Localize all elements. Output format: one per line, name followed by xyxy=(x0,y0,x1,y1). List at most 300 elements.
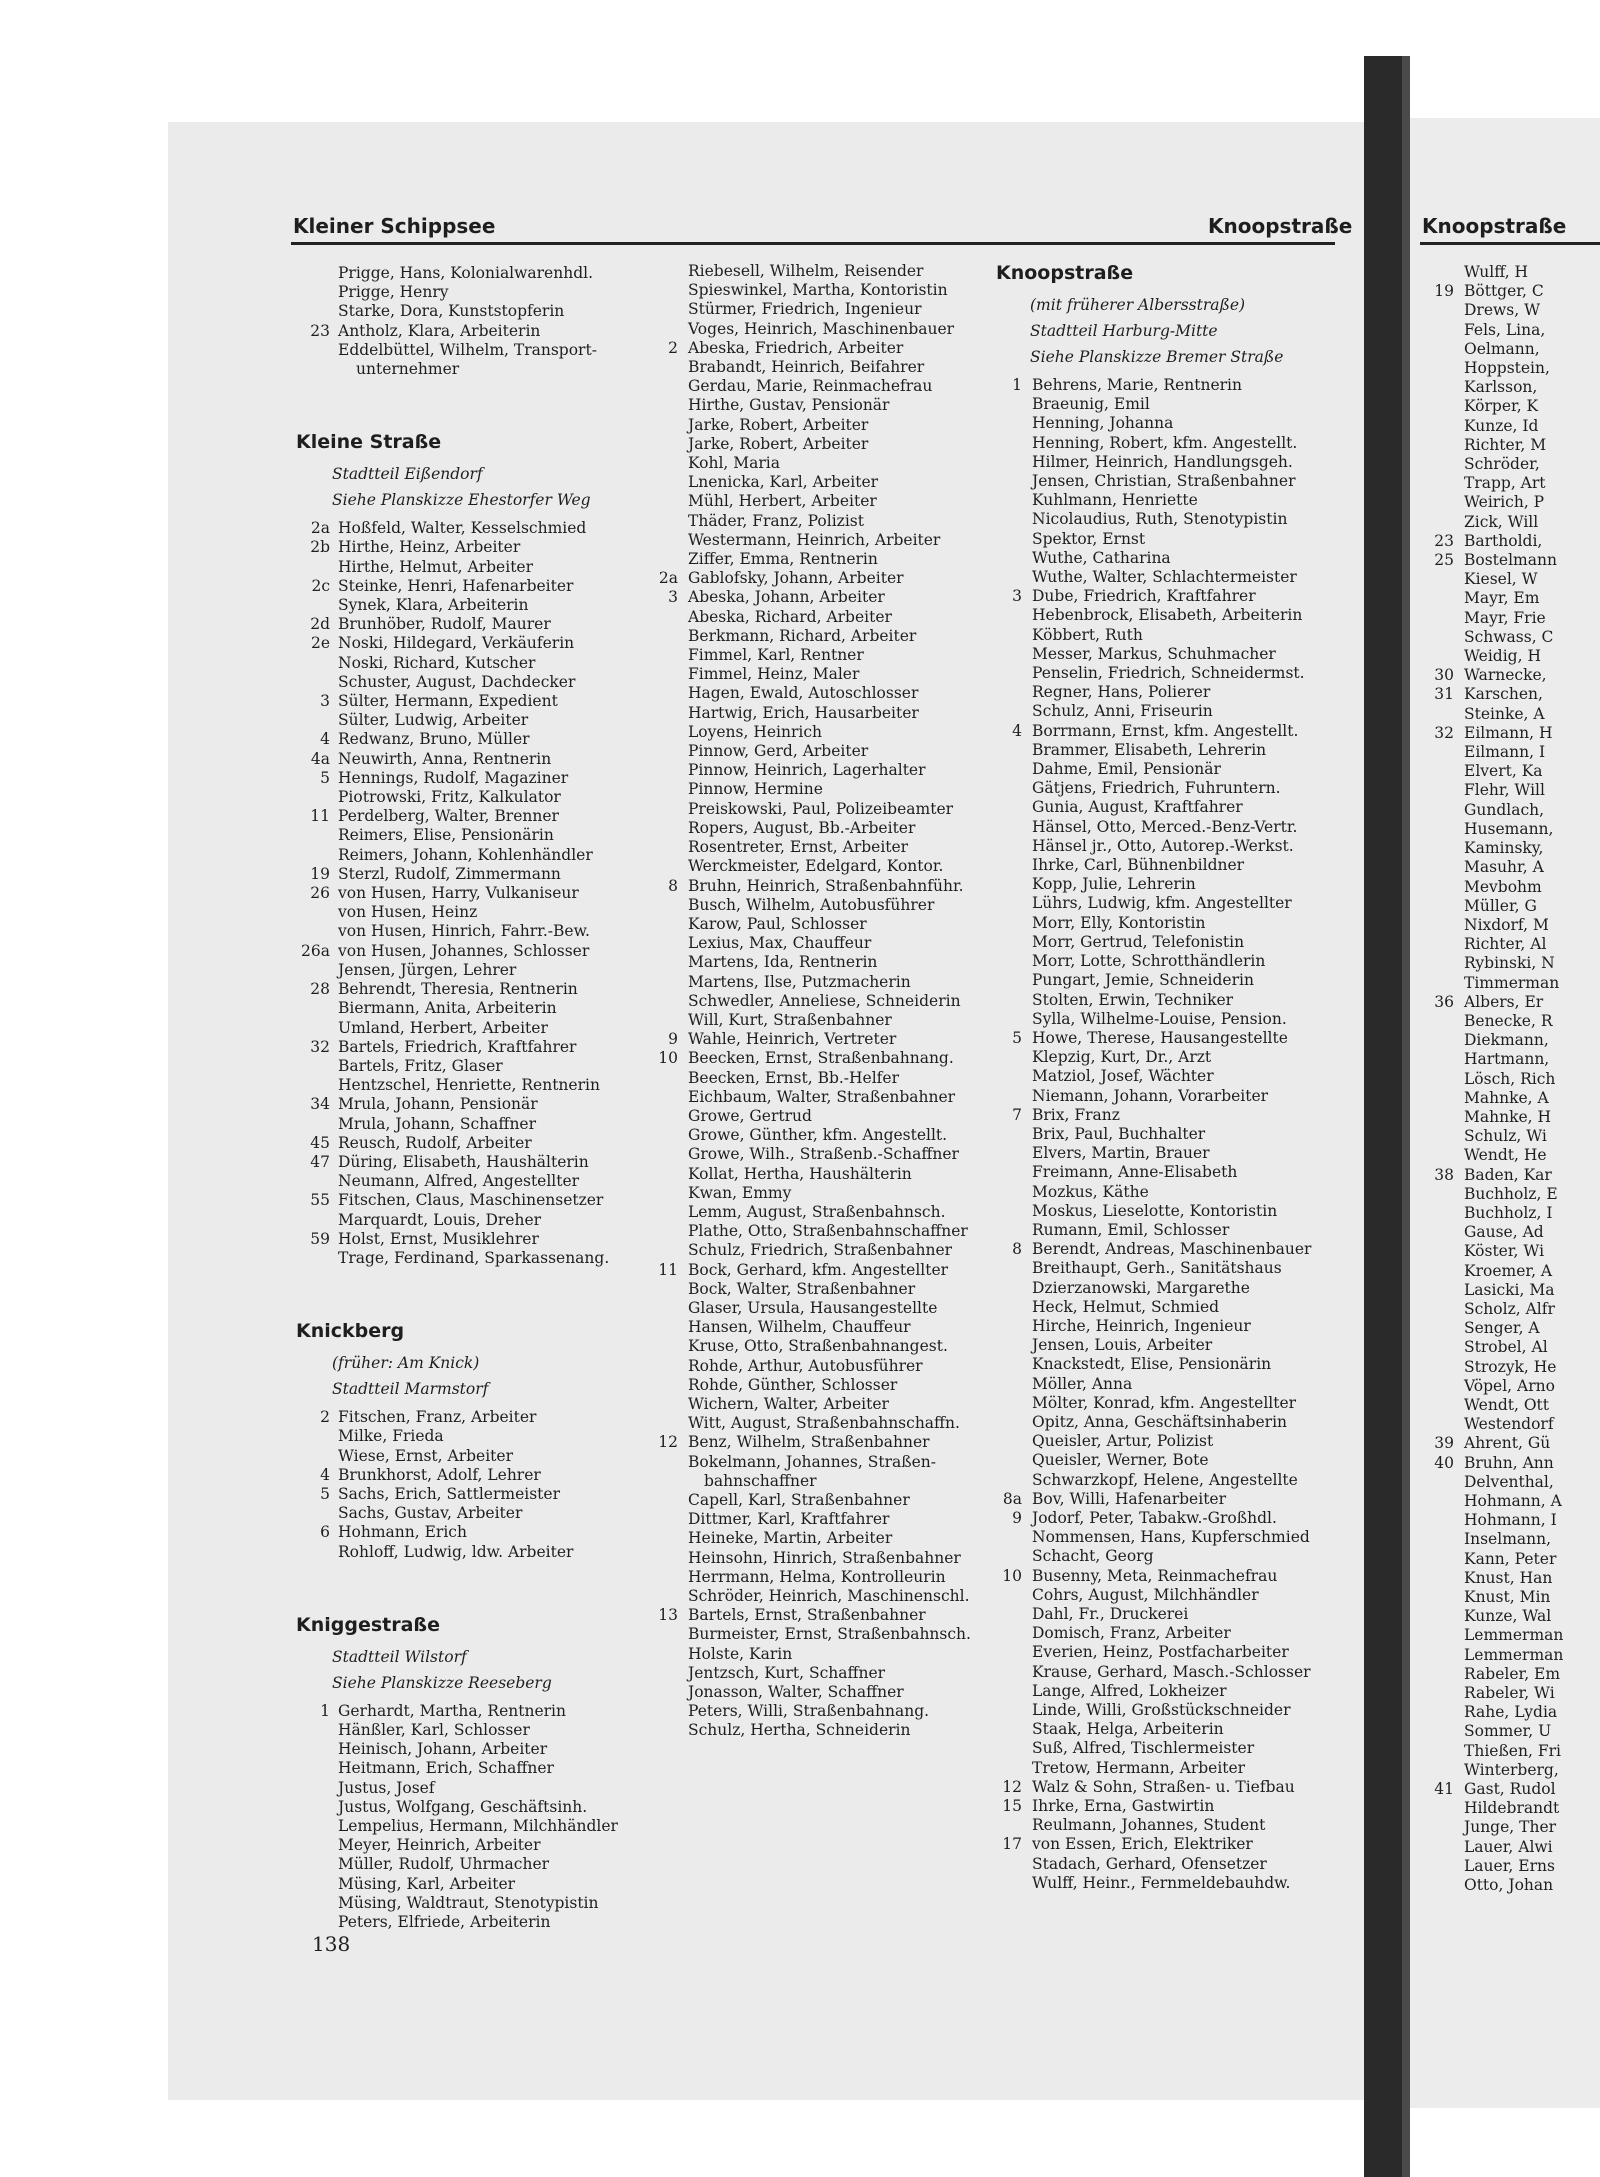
resident-entry xyxy=(996,1144,1351,1163)
resident-text: Elvert, Ka xyxy=(1464,762,1543,781)
street-subtitle: Stadtteil Eißendorf xyxy=(332,465,483,484)
resident-entry xyxy=(1428,1492,1600,1511)
resident-text: Müsing, Waldtraut, Stenotypistin xyxy=(338,1893,599,1912)
resident-text: Werckmeister, Edelgard, Kontor. xyxy=(688,857,944,876)
resident-text: Schulz, Wi xyxy=(1464,1127,1547,1146)
resident-entry xyxy=(1428,974,1600,993)
resident-entry xyxy=(296,673,676,692)
resident-entry xyxy=(652,1165,997,1184)
resident-entry xyxy=(996,1355,1351,1374)
resident-entry xyxy=(652,1280,997,1299)
resident-entry xyxy=(296,903,676,922)
resident-text: Weidig, H xyxy=(1464,647,1541,666)
resident-text: Ihrke, Erna, Gastwirtin xyxy=(1032,1797,1215,1816)
resident-text: Jarke, Robert, Arbeiter xyxy=(688,415,869,434)
resident-entry xyxy=(652,1299,997,1318)
resident-text: Rohde, Günther, Schlosser xyxy=(688,1375,898,1394)
resident-entry xyxy=(296,1894,676,1913)
resident-entry xyxy=(996,1106,1351,1125)
resident-entry xyxy=(296,1543,676,1562)
resident-entry xyxy=(652,1606,997,1625)
resident-entry xyxy=(296,1038,676,1057)
resident-entry xyxy=(996,1605,1351,1624)
resident-entry xyxy=(296,826,676,845)
resident-text: Queisler, Artur, Polizist xyxy=(1032,1432,1214,1451)
resident-entry xyxy=(652,512,997,531)
resident-text: von Husen, Harry, Vulkaniseur xyxy=(338,884,579,903)
resident-text: Ropers, August, Bb.-Arbeiter xyxy=(688,818,916,837)
house-number: 31 xyxy=(1434,685,1454,704)
resident-text: bahnschaffner xyxy=(704,1471,817,1490)
resident-text: Hirthe, Helmut, Arbeiter xyxy=(338,557,533,576)
resident-entry xyxy=(1428,551,1600,570)
resident-text: Schwarzkopf, Helene, Angestellte xyxy=(1032,1470,1298,1489)
resident-text: Brix, Paul, Buchhalter xyxy=(1032,1124,1206,1143)
resident-text: Justus, Josef xyxy=(338,1778,435,1797)
resident-entry xyxy=(1428,1588,1600,1607)
house-number: 12 xyxy=(1002,1777,1022,1796)
resident-entry xyxy=(1428,647,1600,666)
resident-entry xyxy=(996,1279,1351,1298)
resident-entry xyxy=(1428,705,1600,724)
resident-entry xyxy=(652,1184,997,1203)
resident-text: Bov, Willi, Hafenarbeiter xyxy=(1032,1489,1226,1508)
resident-text: Piotrowski, Fritz, Kalkulator xyxy=(338,788,561,807)
resident-text: Kopp, Julie, Lehrerin xyxy=(1032,875,1196,894)
resident-text: Pinnow, Gerd, Arbeiter xyxy=(688,742,869,761)
house-number: 4a xyxy=(310,749,330,768)
resident-entry xyxy=(296,1172,676,1191)
resident-entry xyxy=(996,1298,1351,1317)
resident-text: Lemmerman xyxy=(1464,1645,1564,1664)
house-number: 19 xyxy=(1434,282,1454,301)
resident-entry xyxy=(996,722,1351,741)
resident-entry xyxy=(652,1126,997,1145)
street-subtitle: Stadtteil Harburg-Mitte xyxy=(1030,322,1218,340)
resident-text: Kohl, Maria xyxy=(688,454,781,473)
resident-entry xyxy=(652,531,997,550)
resident-entry xyxy=(1428,858,1600,877)
resident-entry xyxy=(652,857,997,876)
resident-text: Sülter, Ludwig, Arbeiter xyxy=(338,711,529,730)
resident-text: Behrens, Marie, Rentnerin xyxy=(1032,376,1242,394)
resident-text: Schacht, Georg xyxy=(1032,1547,1154,1566)
resident-entry xyxy=(652,1011,997,1030)
resident-text: Penselin, Friedrich, Schneidermst. xyxy=(1032,664,1305,683)
resident-text: Inselmann, xyxy=(1464,1530,1552,1549)
resident-entry xyxy=(1428,724,1600,743)
resident-entry xyxy=(652,1088,997,1107)
resident-text: Nommensen, Hans, Kupferschmied xyxy=(1032,1528,1310,1547)
resident-text: Jarke, Robert, Arbeiter xyxy=(688,434,869,453)
resident-entry xyxy=(296,961,676,980)
resident-entry xyxy=(652,416,997,435)
resident-text: Kruse, Otto, Straßenbahnangest. xyxy=(688,1337,948,1356)
resident-entry xyxy=(296,788,676,807)
resident-text: Lempelius, Hermann, Milchhändler xyxy=(338,1816,618,1835)
resident-text: Sommer, U xyxy=(1464,1722,1552,1741)
resident-text: Eilmann, I xyxy=(1464,743,1546,762)
resident-text: Heck, Helmut, Schmied xyxy=(1032,1297,1220,1316)
resident-text: Mahnke, H xyxy=(1464,1107,1552,1126)
house-number: 7 xyxy=(1012,1105,1022,1124)
resident-text: Winterberg, xyxy=(1464,1760,1559,1779)
resident-text: Suß, Alfred, Tischlermeister xyxy=(1032,1739,1255,1758)
resident-text: Stolten, Erwin, Techniker xyxy=(1032,990,1234,1009)
resident-entry xyxy=(996,1067,1351,1086)
resident-entry xyxy=(652,723,997,742)
resident-text: Morr, Gertrud, Telefonistin xyxy=(1032,932,1245,951)
resident-entry xyxy=(296,1913,676,1932)
resident-entry xyxy=(296,1721,676,1740)
street-subtitle: Siehe Planskizze Ehestorfer Weg xyxy=(332,491,591,510)
resident-entry xyxy=(652,1337,997,1356)
resident-entry xyxy=(1428,1050,1600,1069)
resident-entry xyxy=(652,454,997,473)
resident-entry xyxy=(996,760,1351,779)
resident-entry xyxy=(296,999,676,1018)
resident-text: Walz & Sohn, Straßen- u. Tiefbau xyxy=(1032,1777,1295,1796)
resident-entry xyxy=(296,1115,676,1134)
resident-text: Justus, Wolfgang, Geschäftsinh. xyxy=(338,1797,588,1816)
resident-entry xyxy=(652,684,997,703)
resident-text: Richter, Al xyxy=(1464,935,1547,954)
resident-text: Neuwirth, Anna, Rentnerin xyxy=(338,749,552,768)
street-subtitle: Stadtteil Marmstorf xyxy=(332,1380,489,1399)
resident-entry xyxy=(652,1414,997,1433)
resident-entry xyxy=(296,1211,676,1230)
resident-text: Wuthe, Catharina xyxy=(1032,548,1171,567)
house-number: 30 xyxy=(1434,666,1454,685)
header-rule xyxy=(291,242,1335,245)
resident-text: Pungart, Jemie, Schneiderin xyxy=(1032,971,1254,990)
house-number: 3 xyxy=(320,692,330,711)
resident-text: Wendt, He xyxy=(1464,1146,1547,1165)
house-number: 25 xyxy=(1434,551,1454,570)
resident-entry xyxy=(996,1797,1351,1816)
resident-text: Masuhr, A xyxy=(1464,858,1544,877)
resident-entry xyxy=(296,865,676,884)
resident-entry xyxy=(296,1019,676,1038)
resident-entry xyxy=(996,395,1351,414)
resident-entry xyxy=(652,973,997,992)
resident-entry xyxy=(652,742,997,761)
resident-text: Bartels, Ernst, Straßenbahner xyxy=(688,1606,926,1625)
resident-text: Westermann, Heinrich, Arbeiter xyxy=(688,530,941,549)
resident-text: Buchholz, I xyxy=(1464,1203,1553,1222)
resident-text: Ziffer, Emma, Rentnerin xyxy=(688,550,878,569)
resident-entry xyxy=(996,1739,1351,1758)
resident-text: Bartholdi, xyxy=(1464,531,1543,550)
resident-entry xyxy=(996,1567,1351,1586)
street-heading: Knickberg xyxy=(296,1320,405,1343)
resident-entry xyxy=(1428,1223,1600,1242)
house-number: 26a xyxy=(301,941,330,960)
resident-entry xyxy=(996,971,1351,990)
house-number: 45 xyxy=(310,1133,330,1152)
resident-text: Hildebrandt xyxy=(1464,1799,1560,1818)
resident-text: Mozkus, Käthe xyxy=(1032,1182,1149,1201)
resident-entry xyxy=(996,1048,1351,1067)
resident-entry xyxy=(996,1221,1351,1240)
resident-text: Drews, W xyxy=(1464,301,1541,320)
resident-entry xyxy=(996,1317,1351,1336)
resident-entry xyxy=(1428,1300,1600,1319)
resident-entry xyxy=(1428,570,1600,589)
resident-text: Hänsel jr., Otto, Autorep.-Werkst. xyxy=(1032,836,1294,855)
resident-text: Oelmann, xyxy=(1464,339,1540,358)
resident-text: Redwanz, Bruno, Müller xyxy=(338,730,530,749)
resident-entry xyxy=(996,1394,1351,1413)
resident-text: Abeska, Richard, Arbeiter xyxy=(688,607,892,626)
resident-entry xyxy=(996,1835,1351,1854)
resident-entry xyxy=(1428,839,1600,858)
resident-entry xyxy=(996,587,1351,606)
running-header-right: Knoopstraße xyxy=(1208,214,1353,238)
resident-entry xyxy=(652,1049,997,1068)
resident-entry xyxy=(296,1817,676,1836)
resident-entry xyxy=(1428,1396,1600,1415)
resident-entry xyxy=(652,300,997,319)
resident-entry xyxy=(296,711,676,730)
resident-text: Böttger, C xyxy=(1464,282,1544,301)
house-number: 3 xyxy=(668,588,678,607)
house-number: 5 xyxy=(1012,1028,1022,1047)
resident-text: Busenny, Meta, Reinmachefrau xyxy=(1032,1566,1278,1585)
resident-text: Pinnow, Heinrich, Lagerhalter xyxy=(688,761,926,780)
resident-entry xyxy=(996,1451,1351,1470)
house-number: 11 xyxy=(310,807,330,826)
resident-entry xyxy=(1428,1684,1600,1703)
resident-text: Lange, Alfred, Lokheizer xyxy=(1032,1681,1227,1700)
resident-text: Körper, K xyxy=(1464,397,1539,416)
resident-text: Junge, Ther xyxy=(1464,1818,1557,1837)
resident-text: Otto, Johan xyxy=(1464,1876,1554,1895)
resident-entry xyxy=(996,1528,1351,1547)
resident-entry xyxy=(1428,916,1600,935)
resident-entry xyxy=(996,664,1351,683)
resident-entry xyxy=(1428,1185,1600,1204)
resident-entry xyxy=(296,1134,676,1153)
resident-entry xyxy=(652,358,997,377)
resident-text: Jodorf, Peter, Tabakw.-Großhdl. xyxy=(1032,1508,1277,1527)
resident-text: Karschen, xyxy=(1464,685,1543,704)
resident-text: Diekmann, xyxy=(1464,1031,1549,1050)
resident-text: Wuthe, Walter, Schlachtermeister xyxy=(1032,568,1297,587)
house-number: 2 xyxy=(320,1408,330,1427)
resident-entry xyxy=(652,1683,997,1702)
resident-text: Sylla, Wilhelme-Louise, Pension. xyxy=(1032,1009,1287,1028)
resident-text: Klepzig, Kurt, Dr., Arzt xyxy=(1032,1048,1212,1067)
resident-text: Dahl, Fr., Druckerei xyxy=(1032,1605,1189,1623)
resident-text: Berkmann, Richard, Arbeiter xyxy=(688,626,917,645)
resident-text: Düring, Elisabeth, Haushälterin xyxy=(338,1152,589,1171)
resident-text: Brunkhorst, Adolf, Lehrer xyxy=(338,1465,541,1484)
resident-entry xyxy=(652,320,997,339)
resident-entry xyxy=(996,1375,1351,1394)
resident-text: Nixdorf, M xyxy=(1464,915,1549,934)
resident-text: Schröder, xyxy=(1464,455,1540,474)
resident-text: Hagen, Ewald, Autoschlosser xyxy=(688,684,919,703)
resident-entry xyxy=(1428,878,1600,897)
resident-entry xyxy=(1428,1415,1600,1434)
resident-text: Braeunig, Emil xyxy=(1032,395,1150,414)
resident-text: Peters, Elfriede, Arbeiterin xyxy=(338,1913,551,1931)
resident-text: Synek, Klara, Arbeiterin xyxy=(338,596,529,615)
resident-entry xyxy=(1428,1377,1600,1396)
resident-text: Pinnow, Hermine xyxy=(688,780,823,799)
resident-text: Beecken, Ernst, Bb.-Helfer xyxy=(688,1068,900,1087)
resident-entry xyxy=(1428,1434,1600,1453)
house-number: 13 xyxy=(658,1606,678,1625)
resident-entry xyxy=(1428,685,1600,704)
resident-text: Hohmann, A xyxy=(1464,1492,1562,1510)
resident-entry xyxy=(996,1336,1351,1355)
resident-entry xyxy=(996,798,1351,817)
resident-text: Jonasson, Walter, Schaffner xyxy=(688,1683,904,1702)
resident-entry xyxy=(1428,1569,1600,1588)
resident-entry xyxy=(996,1547,1351,1566)
resident-text: von Essen, Erich, Elektriker xyxy=(1032,1835,1253,1854)
resident-entry xyxy=(296,1702,676,1721)
resident-text: Mühl, Herbert, Arbeiter xyxy=(688,492,877,511)
house-number: 10 xyxy=(1002,1566,1022,1585)
resident-entry xyxy=(1428,321,1600,340)
running-header-left: Kleiner Schippsee xyxy=(293,214,496,238)
resident-text: Growe, Gertrud xyxy=(688,1106,812,1125)
resident-text: Lexius, Max, Chauffeur xyxy=(688,934,872,953)
resident-text: Noski, Hildegard, Verkäuferin xyxy=(338,634,575,653)
resident-entry xyxy=(1428,1626,1600,1645)
resident-text: Plathe, Otto, Straßenbahnschaffner xyxy=(688,1222,968,1241)
resident-entry xyxy=(996,702,1351,721)
resident-text: Growe, Wilh., Straßenb.-Schaffner xyxy=(688,1145,959,1164)
resident-text: Heinsohn, Hinrich, Straßenbahner xyxy=(688,1548,961,1567)
resident-entry xyxy=(1428,820,1600,839)
house-number: 28 xyxy=(310,980,330,999)
resident-entry xyxy=(996,1701,1351,1720)
resident-entry xyxy=(296,1153,676,1172)
resident-text: Reulmann, Johannes, Student xyxy=(1032,1816,1266,1835)
resident-text: Rumann, Emil, Schlosser xyxy=(1032,1220,1230,1239)
house-number: 5 xyxy=(320,768,330,787)
resident-entry xyxy=(652,588,997,607)
resident-text: Nicolaudius, Ruth, Stenotypistin xyxy=(1032,510,1288,529)
resident-text: Möller, Anna xyxy=(1032,1374,1133,1393)
resident-text: Reimers, Johann, Kohlenhändler xyxy=(338,845,593,864)
resident-entry xyxy=(1428,1530,1600,1549)
resident-text: Hänsel, Otto, Merced.-Benz-Vertr. xyxy=(1032,817,1298,836)
resident-entry xyxy=(652,1030,997,1049)
resident-text: Fimmel, Karl, Rentner xyxy=(688,646,864,665)
resident-text: Gablofsky, Johann, Arbeiter xyxy=(688,569,904,588)
directory-column-2 xyxy=(652,262,997,1741)
resident-text: Prigge, Henry xyxy=(338,283,449,302)
resident-text: Hänßler, Karl, Schlosser xyxy=(338,1720,530,1739)
resident-entry xyxy=(996,875,1351,894)
resident-text: Brix, Franz xyxy=(1032,1105,1120,1124)
resident-entry xyxy=(652,1510,997,1529)
resident-text: Umland, Herbert, Arbeiter xyxy=(338,1018,548,1037)
resident-entry xyxy=(296,519,676,538)
house-number: 2 xyxy=(668,338,678,357)
resident-text: Köbbert, Ruth xyxy=(1032,625,1143,644)
resident-text: Antholz, Klara, Arbeiterin xyxy=(338,321,541,340)
resident-text: Morr, Elly, Kontoristin xyxy=(1032,913,1206,932)
resident-text: Benecke, R xyxy=(1464,1011,1553,1030)
resident-entry xyxy=(996,1874,1351,1893)
resident-entry xyxy=(1428,1281,1600,1300)
house-number: 10 xyxy=(658,1049,678,1068)
resident-text: Zick, Will xyxy=(1464,512,1539,531)
resident-text: Martens, Ilse, Putzmacherin xyxy=(688,972,911,991)
resident-entry xyxy=(652,934,997,953)
resident-entry xyxy=(996,1087,1351,1106)
resident-text: unternehmer xyxy=(356,360,460,379)
resident-text: Brabandt, Heinrich, Beifahrer xyxy=(688,358,925,377)
resident-text: Lauer, Erns xyxy=(1464,1856,1555,1875)
resident-text: Rohloff, Ludwig, ldw. Arbeiter xyxy=(338,1542,574,1561)
resident-text: Hirthe, Gustav, Pensionär xyxy=(688,396,890,415)
resident-entry xyxy=(296,1076,676,1095)
resident-entry xyxy=(1428,628,1600,647)
resident-text: Abeska, Johann, Arbeiter xyxy=(688,588,885,607)
resident-entry xyxy=(652,550,997,569)
resident-text: Bartels, Fritz, Glaser xyxy=(338,1056,503,1075)
house-number: 2d xyxy=(310,615,330,634)
resident-text: Milke, Frieda xyxy=(338,1427,444,1446)
resident-text: Gause, Ad xyxy=(1464,1223,1544,1242)
resident-entry xyxy=(996,453,1351,472)
resident-text: Mölter, Konrad, kfm. Angestellter xyxy=(1032,1393,1297,1412)
resident-text: Fimmel, Heinz, Maler xyxy=(688,665,860,684)
resident-text: Hoßfeld, Walter, Kesselschmied xyxy=(338,519,587,538)
resident-entry xyxy=(652,1107,997,1126)
resident-entry xyxy=(296,1523,676,1542)
resident-text: Will, Kurt, Straßenbahner xyxy=(688,1010,892,1029)
resident-text: Heitmann, Erich, Schaffner xyxy=(338,1759,554,1778)
resident-text: Kuhlmann, Henriette xyxy=(1032,491,1198,510)
resident-text: Gast, Rudol xyxy=(1464,1780,1556,1799)
resident-text: Mrula, Johann, Pensionär xyxy=(338,1095,538,1114)
resident-text: Schulz, Anni, Friseurin xyxy=(1032,702,1213,721)
resident-entry xyxy=(652,1529,997,1548)
resident-text: Müller, G xyxy=(1464,896,1537,915)
resident-text: Burmeister, Ernst, Straßenbahnsch. xyxy=(688,1625,971,1644)
resident-text: Abeska, Friedrich, Arbeiter xyxy=(688,338,904,357)
resident-entry xyxy=(1428,897,1600,916)
resident-entry xyxy=(1428,1857,1600,1876)
resident-text: Marquardt, Louis, Dreher xyxy=(338,1210,542,1229)
resident-entry xyxy=(296,1057,676,1076)
resident-text: Sülter, Hermann, Expedient xyxy=(338,692,558,711)
resident-text: Fitschen, Franz, Arbeiter xyxy=(338,1408,537,1427)
resident-text: Henning, Johanna xyxy=(1032,414,1174,433)
resident-entry xyxy=(652,915,997,934)
resident-text: Eichbaum, Walter, Straßenbahner xyxy=(688,1087,956,1106)
resident-text: Rabeler, Wi xyxy=(1464,1684,1555,1703)
street-subtitle: Siehe Planskizze Bremer Straße xyxy=(1030,348,1284,366)
resident-text: Niemann, Johann, Vorarbeiter xyxy=(1032,1086,1269,1105)
resident-entry xyxy=(652,761,997,780)
resident-entry xyxy=(652,1721,997,1740)
resident-text: Sterzl, Rudolf, Zimmermann xyxy=(338,864,561,883)
resident-entry xyxy=(296,1447,676,1466)
resident-text: Everien, Heinz, Postfacharbeiter xyxy=(1032,1643,1289,1662)
resident-entry xyxy=(996,549,1351,568)
resident-text: Strobel, Al xyxy=(1464,1338,1548,1357)
resident-text: Trage, Ferdinand, Sparkassenang. xyxy=(338,1248,610,1267)
